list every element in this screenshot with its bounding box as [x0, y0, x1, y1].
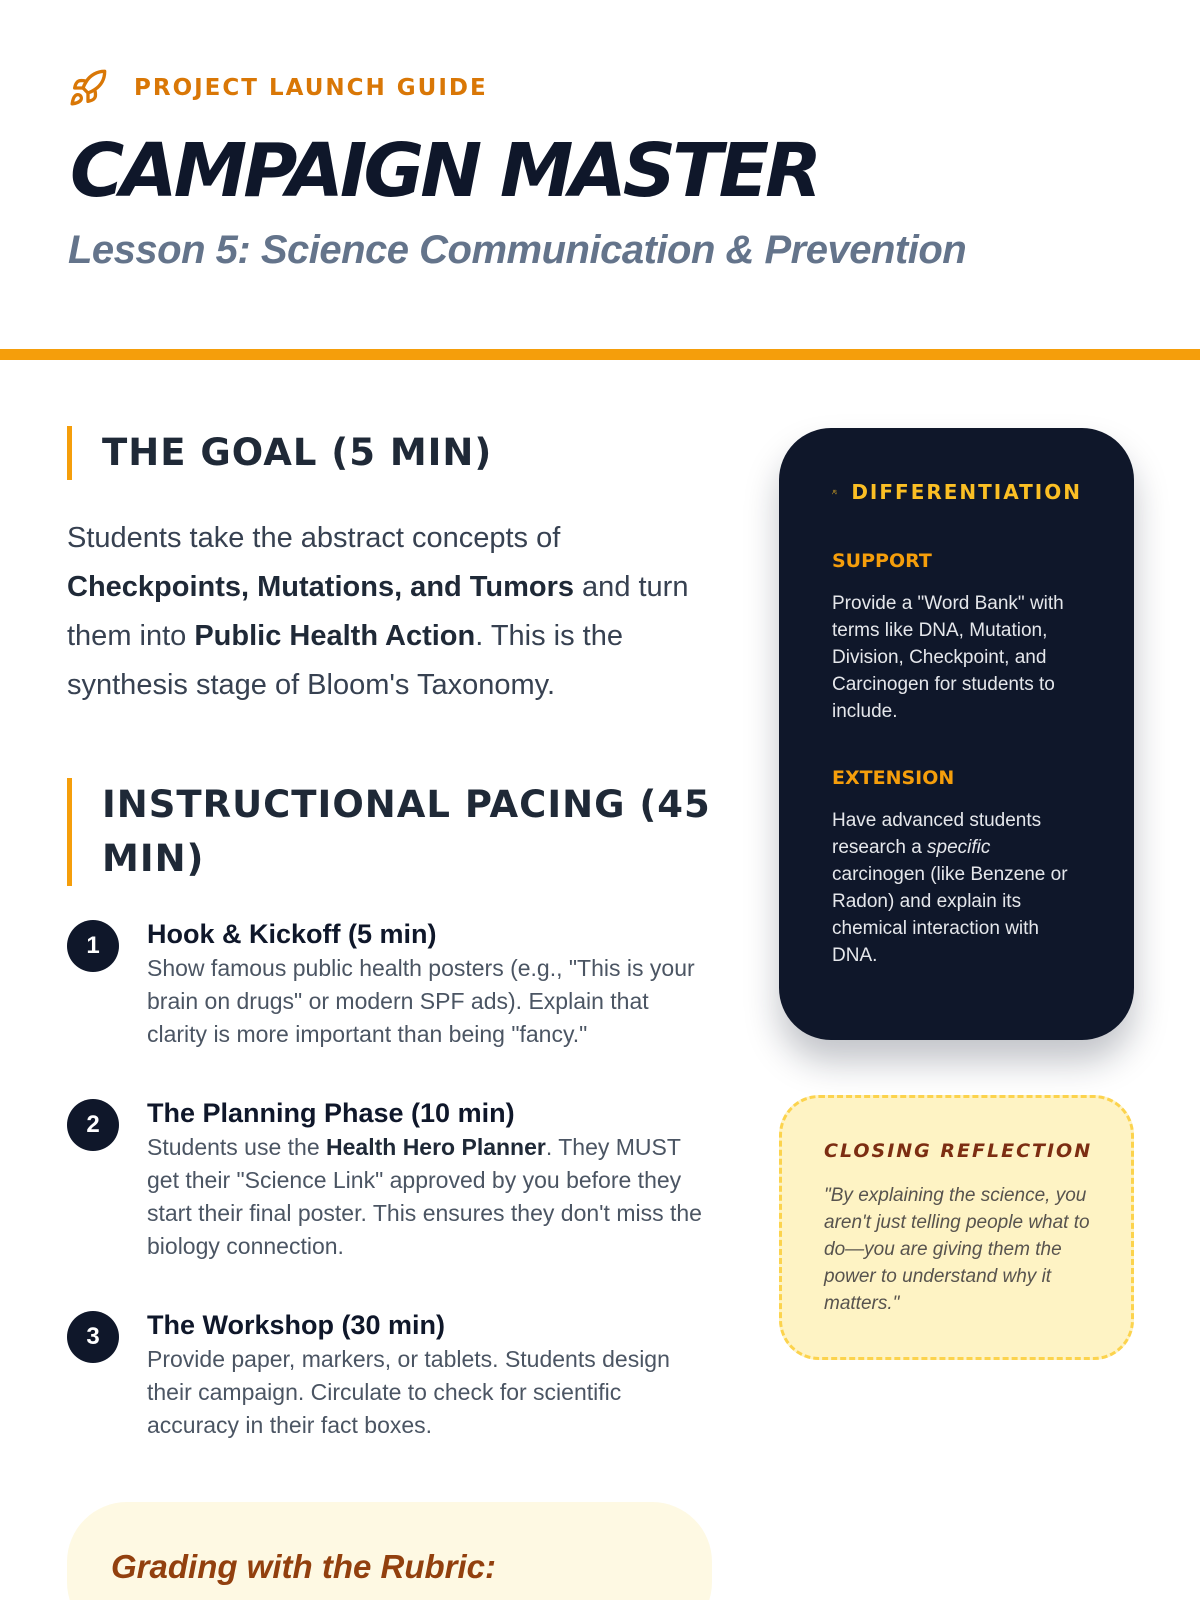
pacing-heading: INSTRUCTIONAL PACING (45 MIN)	[67, 778, 715, 886]
step-desc-part: . They MUST get their "Science Link" approved by you before they start their final poster. This ensures they don't miss the biology connection.	[147, 1134, 702, 1259]
step-desc-bold: Health Hero Planner	[326, 1134, 546, 1160]
step-item	[67, 916, 715, 1051]
step-desc-part: Students use the	[147, 1134, 327, 1160]
step-description: Show famous public health posters (e.g., "This is your brain on drugs" or modern SPF ads). Explain that clarity is more important than being "fancy."	[147, 955, 695, 1047]
users-icon	[832, 478, 837, 506]
step-title: Hook & Kickoff (5 min)	[147, 919, 437, 949]
goal-text-part: . This is the synthesis stage of Bloom's Taxonomy.	[67, 620, 623, 701]
extension-text-part: Have advanced students research a	[832, 810, 1042, 858]
extension-label: EXTENSION	[832, 767, 955, 789]
rubric-card	[67, 1502, 712, 1600]
goal-text	[67, 514, 715, 710]
goal-text-part: Students take the abstract concepts of	[67, 522, 561, 554]
support-label: SUPPORT	[832, 550, 932, 572]
page-subtitle: Lesson 5: Science Communication & Prevention	[68, 228, 967, 272]
page-title: CAMPAIGN MASTER	[70, 128, 819, 214]
step-number-badge: 2	[67, 1099, 119, 1151]
step-description: Provide paper, markers, or tablets. Students design their campaign. Circulate to check for scientific accuracy in their fact boxes.	[147, 1346, 670, 1438]
step-item	[67, 1095, 715, 1263]
reflection-quote: "By explaining the science, you aren't just telling people what to do—you are giving them the power to understand why it matters."	[824, 1185, 1090, 1314]
goal-text-bold: Checkpoints, Mutations, and Tumors	[67, 571, 574, 603]
pacing-steps	[67, 916, 715, 1442]
goal-text-bold: Public Health Action	[194, 620, 476, 652]
differentiation-header	[832, 478, 1082, 506]
step-title: The Planning Phase (10 min)	[147, 1098, 515, 1128]
goal-heading: THE GOAL (5 MIN)	[67, 426, 715, 480]
eyebrow-label: PROJECT LAUNCH GUIDE	[134, 75, 488, 101]
step-description	[147, 1131, 715, 1263]
rocket-icon	[68, 68, 108, 108]
extension-text-part: carcinogen (like Benzene or Radon) and explain its chemical interaction with DNA.	[832, 864, 1068, 966]
reflection-card	[779, 1095, 1134, 1360]
goal-text-part: and turn them into	[67, 571, 689, 652]
step-number-badge: 1	[67, 920, 119, 972]
reflection-title: CLOSING REFLECTION	[824, 1140, 1093, 1162]
differentiation-card	[779, 428, 1134, 1040]
differentiation-title: DIFFERENTIATION	[851, 480, 1082, 504]
step-number-badge: 3	[67, 1311, 119, 1363]
step-title: The Workshop (30 min)	[147, 1310, 446, 1340]
support-text: Provide a "Word Bank" with terms like DNA, Mutation, Division, Checkpoint, and Carcinogen for students to include.	[832, 593, 1064, 722]
extension-text-emphasis: specific	[927, 837, 991, 858]
eyebrow	[68, 68, 488, 108]
page-header	[0, 0, 1200, 358]
extension-text	[832, 807, 1082, 969]
header-divider	[0, 349, 1200, 360]
step-item	[67, 1307, 715, 1442]
main-column	[67, 426, 715, 1486]
rubric-title: Grading with the Rubric:	[111, 1548, 496, 1585]
